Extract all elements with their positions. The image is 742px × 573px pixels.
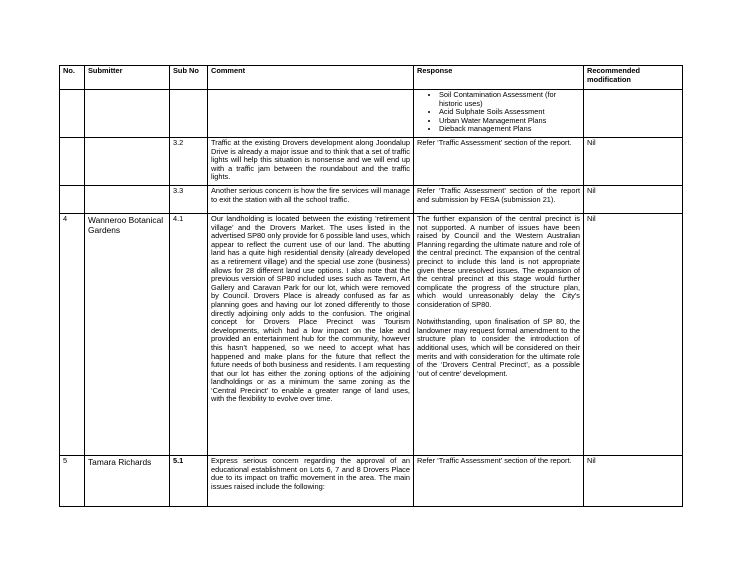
cell-sub-no: 3.2 bbox=[170, 138, 208, 186]
cell-recommended bbox=[584, 90, 683, 138]
cell-response: Refer ‘Traffic Assessment’ section of the report. bbox=[414, 456, 584, 507]
cell-sub-no: 3.3 bbox=[170, 186, 208, 214]
cell-comment: Another serious concern is how the fire services will manage to exit the station with all the school traffic. bbox=[208, 186, 414, 214]
list-item: • Soil Contamination Assessment (for historic uses) bbox=[439, 91, 580, 108]
header-row bbox=[60, 66, 683, 90]
cell-recommended: Nil bbox=[584, 456, 683, 507]
cell-recommended: Nil bbox=[584, 186, 683, 214]
table-row bbox=[60, 186, 683, 214]
cell-recommended: Nil bbox=[584, 138, 683, 186]
cell-submitter: Wanneroo Botanical Gardens bbox=[85, 214, 170, 456]
cell-sub-no bbox=[170, 90, 208, 138]
cell-sub-no: 5.1 bbox=[170, 456, 208, 507]
list-item: • Dieback management Plans bbox=[439, 125, 580, 134]
cell-response: Refer ‘Traffic Assessment’ section of the report. bbox=[414, 138, 584, 186]
cell-no: 4 bbox=[60, 214, 85, 456]
header-submitter: Submitter bbox=[85, 66, 170, 90]
cell-submitter: Tamara Richards bbox=[85, 456, 170, 507]
header-recommended-modification: Recommended modification bbox=[584, 66, 683, 90]
cell-recommended: Nil bbox=[584, 214, 683, 456]
cell-sub-no: 4.1 bbox=[170, 214, 208, 456]
cell-no: 5 bbox=[60, 456, 85, 507]
list-item: • Urban Water Management Plans bbox=[439, 117, 580, 126]
cell-no bbox=[60, 138, 85, 186]
header-response: Response bbox=[414, 66, 584, 90]
cell-comment bbox=[208, 90, 414, 138]
cell-response bbox=[414, 90, 584, 138]
header-comment: Comment bbox=[208, 66, 414, 90]
submissions-table bbox=[59, 65, 683, 507]
header-sub-no: Sub No bbox=[170, 66, 208, 90]
cell-no bbox=[60, 186, 85, 214]
list-item: • Acid Sulphate Soils Assessment bbox=[439, 108, 580, 117]
cell-comment: Traffic at the existing Drovers development along Joondalup Drive is already a major issue and to think that a set of traffic lights will help this situation is nonsense and we will end up with a traffic jam between the roundabout and the traffic lights. bbox=[208, 138, 414, 186]
cell-submitter bbox=[85, 90, 170, 138]
response-paragraph: The further expansion of the central precinct is not supported. A number of issues have been raised by Council and the Western Australian Planning regarding the ultimate nature and role of the central precinct. The expansion of the central precinct to include this land is not appropriate given these unresolved issues. The expansion of the central precinct at this stage would further complicate the progress of the structure plan, which would unreasonably delay the City’s consideration of SP80. bbox=[417, 214, 580, 309]
table-row bbox=[60, 456, 683, 507]
assessment-list bbox=[417, 91, 580, 134]
cell-submitter bbox=[85, 186, 170, 214]
cell-comment: Express serious concern regarding the approval of an educational establishment on Lots 6, 7 and 8 Drovers Place due to its impact on traffic movement in the area. The main issues raised include the following: bbox=[208, 456, 414, 507]
cell-comment: Our landholding is located between the existing ‘retirement village’ and the Drovers Market. The uses listed in the advertised SP80 only provide for 6 possible land uses, which appear to reflect the current use of our land. The abutting land has a quite high residential density (already developed as a retirement village) and the special use zone (business) allows for 28 different land use options. I also note that the previous version of SP80 included uses such as Tavern, Art Gallery and Caravan Park for our lot, which were removed by Council. Drovers Place is already confused as far as planning goes and having our lot zoned differently to those directly adjoining only adds to the confusion. The original concept for Drovers Place Precinct was Tourism developments, which had a low impact on the lake and provided an entertainment hub for the community, however this hasn’t happened, so we need to accept what has happened and make plans for the future that reflect the future needs of both business and residents. I am requesting that our lot has either the zoning options of the adjoining landholdings or as a minimum the same zoning as the ‘Central Precinct’ to enable a greater range of land uses, with the flexibility to evolve over time. bbox=[208, 214, 414, 456]
table-row bbox=[60, 138, 683, 186]
cell-no bbox=[60, 90, 85, 138]
cell-submitter bbox=[85, 138, 170, 186]
table-row bbox=[60, 90, 683, 138]
table-row bbox=[60, 214, 683, 456]
cell-response bbox=[414, 214, 584, 456]
header-no: No. bbox=[60, 66, 85, 90]
response-paragraph: Notwithstanding, upon finalisation of SP 80, the landowner may request formal amendment to the structure plan to consider the introduction of additional uses, which will be considered on their merits and with consideration for the ultimate role of the ‘Drovers Central Precinct’, as a possible ‘out of centre’ development. bbox=[417, 317, 580, 378]
cell-response: Refer ‘Traffic Assessment’ section of the report and submission by FESA (submission 21). bbox=[414, 186, 584, 214]
